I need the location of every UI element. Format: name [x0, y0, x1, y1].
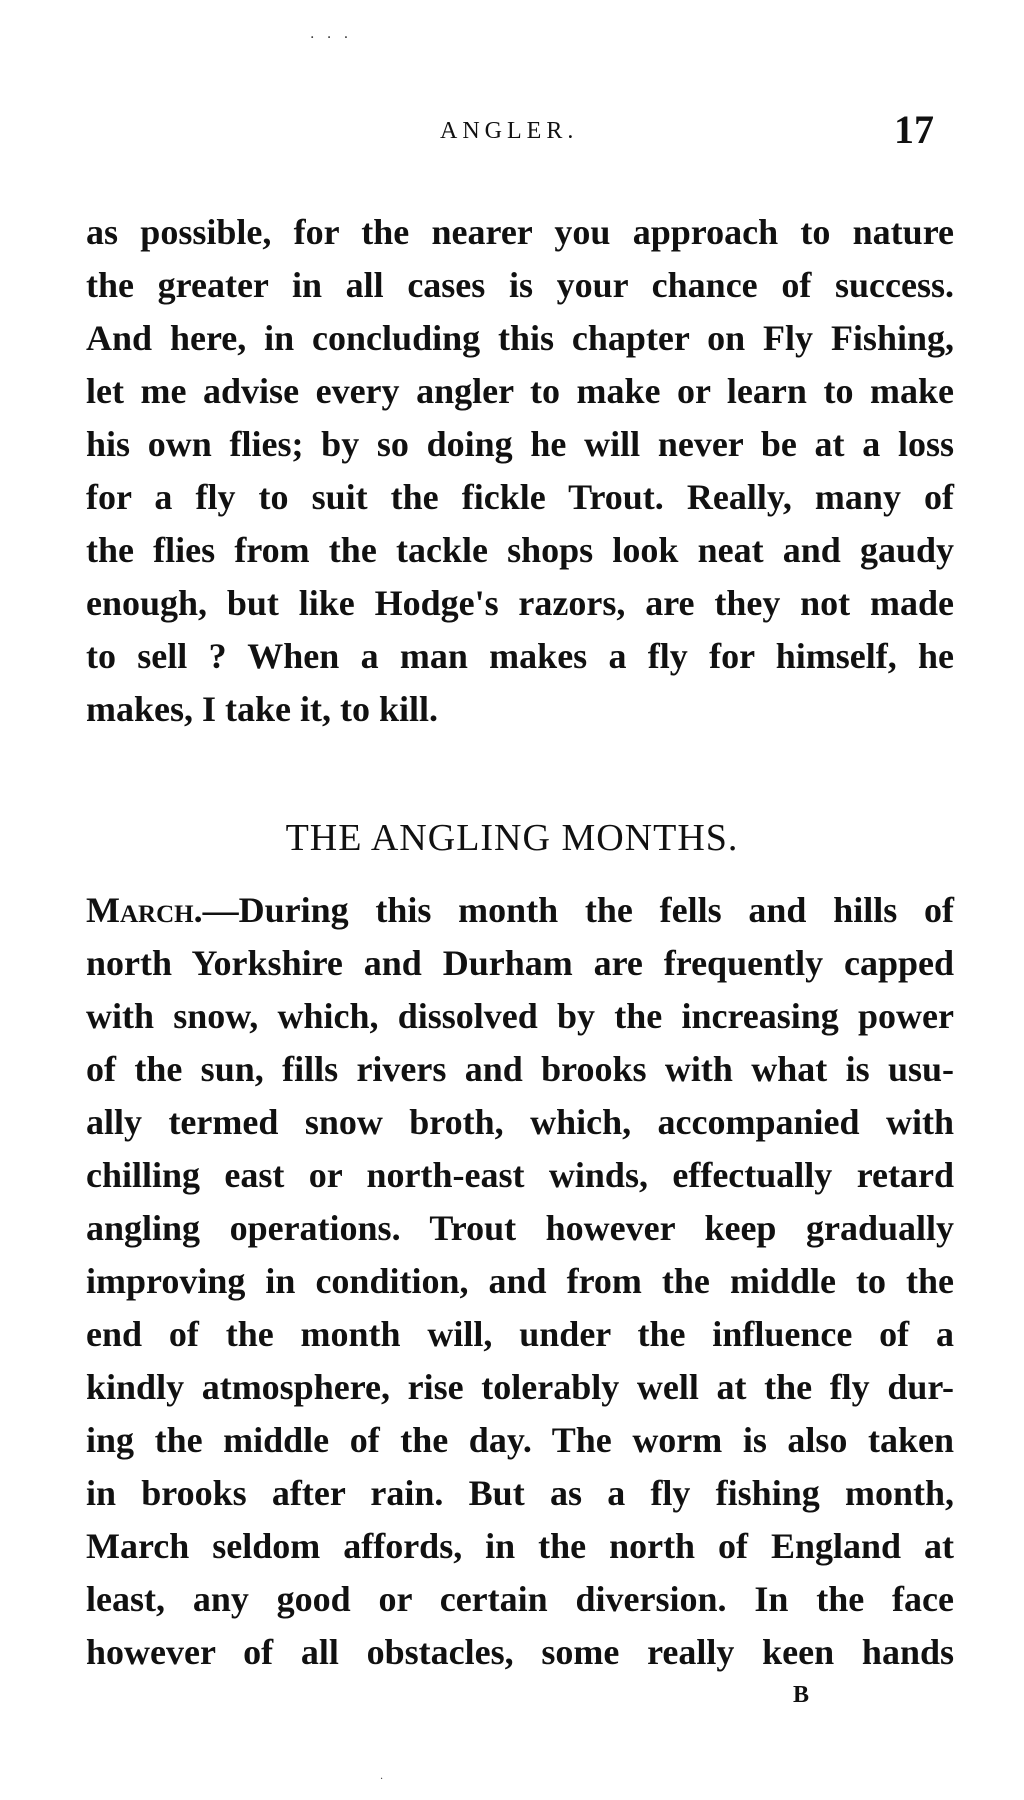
- text-line: with snow, which, dissolved by the increasing power: [86, 996, 954, 1036]
- text-line: as possible, for the nearer you approach to nature: [86, 212, 954, 252]
- print-speck: ·: [380, 1774, 384, 1785]
- text-line: end of the month will, under the influence of a: [86, 1314, 954, 1354]
- print-specks: · · ·: [310, 30, 353, 46]
- text-line: of the sun, fills rivers and brooks with what is usu-: [86, 1049, 954, 1089]
- text-line: north Yorkshire and Durham are frequently capped: [86, 943, 954, 983]
- text-line: angling operations. Trout however keep gradually: [86, 1208, 954, 1248]
- page-number: 17: [894, 107, 934, 152]
- text-line: for a fly to suit the fickle Trout. Really, many of: [86, 477, 954, 517]
- running-title: ANGLER.: [440, 118, 579, 144]
- text-line: improving in condition, and from the middle to the: [86, 1261, 954, 1301]
- text-line: the flies from the tackle shops look neat and gaudy: [86, 530, 954, 570]
- paragraph-fly-fishing-conclusion: [86, 206, 954, 736]
- text-line: March seldom affords, in the north of England at: [86, 1526, 954, 1566]
- first-line-rest: —During this month the fells and hills of: [202, 890, 954, 930]
- text-line-first: [86, 884, 954, 937]
- text-line: makes, I take it, to kill.: [86, 689, 439, 729]
- text-line: kindly atmosphere, rise tolerably well at the fly dur-: [86, 1367, 954, 1407]
- text-line: And here, in concluding this chapter on Fly Fishing,: [86, 318, 954, 358]
- text-line: to sell ? When a man makes a fly for himself, he: [86, 636, 954, 676]
- text-line: let me advise every angler to make or learn to make: [86, 371, 954, 411]
- month-lead: March.: [86, 890, 203, 930]
- text-line: his own flies; by so doing he will never be at a loss: [86, 424, 954, 464]
- text-line: in brooks after rain. But as a fly fishing month,: [86, 1473, 954, 1513]
- text-line: ally termed snow broth, which, accompanied with: [86, 1102, 954, 1142]
- text-line: the greater in all cases is your chance of success.: [86, 265, 954, 305]
- text-line: however of all obstacles, some really keen hands: [86, 1632, 954, 1672]
- signature-mark: B: [793, 1682, 810, 1708]
- text-line: chilling east or north-east winds, effectually retard: [86, 1155, 954, 1195]
- section-heading: THE ANGLING MONTHS.: [285, 816, 739, 859]
- text-line: enough, but like Hodge's razors, are they not made: [86, 583, 954, 623]
- text-line: ing the middle of the day. The worm is also taken: [86, 1420, 954, 1460]
- text-line: least, any good or certain diversion. In the face: [86, 1579, 954, 1619]
- paragraph-march: [86, 884, 954, 1679]
